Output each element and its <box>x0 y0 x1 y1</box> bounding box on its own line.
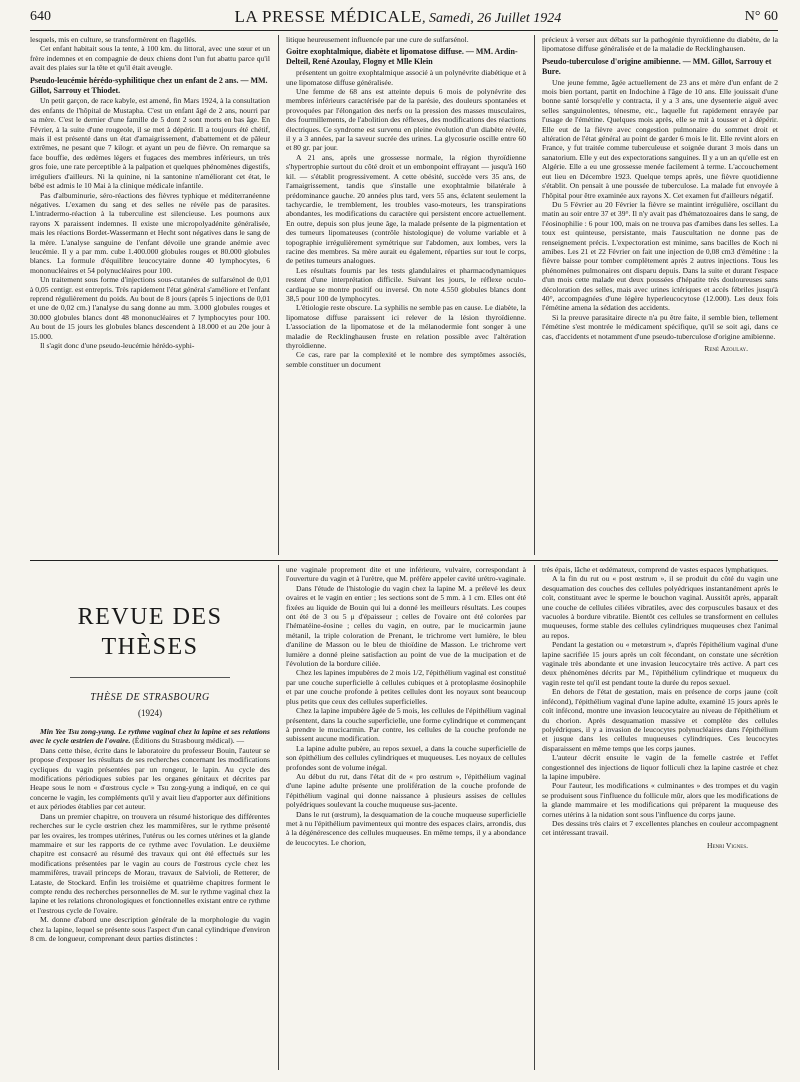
column-divider <box>278 35 279 555</box>
report-heading: Pseudo-leucémie hérédo-syphilitique chez un enfant de 2 ans. — MM. Gillot, Sarrouy et Thiodet. <box>30 75 268 95</box>
paragraph: En dehors de l'état de gestation, mais en présence de corps jaune (coït infécond), l'épithélium vaginal d'une lapine adulte, examiné 15 jours après le coït infécond, montre une invasion leucocytaire au niveau de l'épithélium et du chorion. Après desquamation massive et complète des cellules polyédriques, il y a invasion de leucocytes polynucléaires dans l'épithélium et jusque dans les cellules muqueuses cylindriques. Ces leucocytes disparaissent en même temps que les corps jaunes. <box>542 687 778 753</box>
top-column-1 <box>30 35 270 555</box>
section-rule <box>30 560 778 561</box>
paragraph: Une femme de 68 ans est atteinte depuis 6 mois de polynévrite des membres inférieurs caractérisée par de la parésie, des douleurs spontanées et provoquées par l'élongation des nerfs ou la pression des masses musculaires, des fourmillements, de l'abolition des réflexes, des modifications des réactions électriques. Ce syndrome est survenu en pleine évolution d'un diabète révélé, il y a 3 années, par la saveur sucrée des urines. La glycosurie oscille entre 60 et 80 gr. par jour. <box>286 87 526 153</box>
author-signature: Henri Vignes. <box>706 840 748 850</box>
paragraph: Pendant la gestation ou « metœstrum », d'après l'épithélium vaginal d'une lapine sacrifiée 15 jours après un coït fécondant, on constate une sécrétion vaginale très abondante et une invasion leucocytaire très active. A part ces deux phénomènes décrits par M., l'épithélium cylindrique et muqueux du vagin reste tel qu'il est pendant toute la durée du repos sexuel. <box>542 640 778 687</box>
report-heading: Pseudo-tuberculose d'origine amibienne. — MM. Gillot, Sarrouy et Bure. <box>542 56 772 76</box>
title-rule <box>70 677 230 678</box>
paragraph: très épais, lâche et œdémateux, comprend de vastes espaces lymphatiques. <box>542 565 769 574</box>
paragraph: Pas d'albuminurie, séro-réactions des fièvres typhique et méditerranéenne négatives. L'examen du sang et des selles ne révèle pas de parasites. L'intradermo-réaction à la tuberculine est silencieuse. Les poumons aux rayons X paraissent indemnes. Il existe une micropolyadénite généralisée, mais les réactions Bordet-Wassermann et Hecht sont négatives dans le sang de la mère. L'analyse sanguine de l'enfant dévoile une grande anémie avec leucémie. Il y a par mm. cube 1.400.000 globules rouges et 80.000 globules blancs. La formule d'équilibre leucocytaire donne 40 lymphocytes, 6 mononucléaires et 54 polynucléaires pour 100. <box>30 190 270 275</box>
paragraph: présentent un goitre exophtalmique associé à un polynévrite diabétique et à une lipomatose diffuse généralisée. <box>286 68 526 87</box>
author-signature: René Azoulay. <box>704 344 748 353</box>
paragraph: Ce cas, rare par la complexité et le nombre des symptômes associés, semble constituer un document <box>286 350 526 369</box>
paragraph: précieux à verser aux débats sur la pathogénie thyroïdienne du diabète, de la lipomatose diffuse généralisée et de la maladie de Recklinghausen. <box>542 35 778 54</box>
paragraph: Dans cette thèse, écrite dans le laboratoire du professeur Bouin, l'auteur se propose d'exposer les résultats de ses recherches concernant les modifications cycliques du vagin présentées par un rongeur, le lapin. Au cycle des modifications périodiques subies par les organes génitaux et décrites par Heape sous le nom « d'œstrous cycle » Tsu zong-yung a indiqué, en ce qui concerne le vagin, les compléments qu'il y avait lieu d'apporter aux définitions et aux périodes établies par cet auteur. <box>30 745 270 812</box>
paragraph: Du 5 Février au 20 Février la fièvre se maintint irrégulière, oscillant du matin au soir entre 37 et 39°. Il n'y avait pas d'hématozoaires dans le sang, de l'éosinophilie : 6 pour 100, mais on ne trouva pas d'amibes dans les selles. La toux est quinteuse, persistante, mais l'auscultation ne donne pas de renseignement précis. L'expectoration est minime, sans bacilles de Koch ni amibes. Les 21 et 22 Février on fait une injection de 0,08 cm3 d'émétine : la fièvre baisse pour tomber complètement après 2 autres injections. Tous les phénomènes pulmonaires ont disparu depuis. Dans la suite et durant l'espace d'un mois cette malade eut deux poussées d'hépatite très douloureuses sans décoloration des selles, mais avec urines ictériques et accès fébriles jusqu'à 40°, accompagnées d'une légère hyperleucocytose (12.000). Les deux fois l'émétine amena la sédation des accidents. <box>542 199 778 313</box>
section-title: REVUE DES THÈSES <box>77 604 223 660</box>
bottom-column-1 <box>30 565 270 1070</box>
paragraph: L'étiologie reste obscure. La syphilis ne semble pas en cause. Le diabète, la lipomatose diffuse paraissent ici relever de la lésion thyroïdienne. L'association de la lipomatose et de la mélanodermie font songer à une maladie de Recklinghausen fruste en relation possible avec l'altération thyroïdienne. <box>286 303 526 350</box>
paragraph: Chez la lapine impubère âgée de 5 mois, les cellules de l'épithélium vaginal présentent, dans la couche superficielle, une forme cylindrique et commençant à prendre le mucicarmin. Par contre, les cellules de la couche profonde ne subissent aucune modification. <box>286 706 526 744</box>
top-column-2 <box>286 35 526 555</box>
paragraph: Une jeune femme, âgée actuellement de 23 ans et mère d'un enfant de 2 mois bien portant, partit en Indochine à l'âge de 10 ans. Elle jouissait d'une bonne santé lorsqu'elle y contracta, il y a 3 ans, une dysenterie aiguë avec selles sanguinolentes, ténesme, etc., laquelle fut rapidement enrayée par l'usage de l'émétine. Quelques mois après, elle se mit à tousser et à dépérir. Elle eut de la fièvre avec congestion pulmonaire du sommet droit et altération de l'état général au point de garder 6 mois le lit. Elle revint alors en France, y fut traitée comme tuberculeuse et soignée durant 3 mois dans un sanatorium. Elle y eut des expectorations sanguines. Il y a un an qu'elle est en Algérie. Elle a eu une grossesse menée facilement à terme. L'accouchement eut lieu en Décembre 1923. Quelque temps après, une fièvre quotidienne s'établit. On pensait à une poussée de tuberculose. La malade fut envoyée à l'hôpital pour être examinée aux rayons X. Cet examen fut d'ailleurs négatif. <box>542 77 778 200</box>
report-heading: Goitre exophtalmique, diabète et lipomatose diffuse. — MM. Ardin-Delteil, René Azoulay, Flogny et Mlle Klein <box>286 47 518 67</box>
top-column-3 <box>542 35 778 555</box>
paragraph: Dans un premier chapitre, on trouvera un résumé historique des différentes recherches sur le cycle œstrien chez les mammifères, sur le rythme présenté par les ovaires, les trompes utérines, l'utérus ou les cornes utérines et la glande mammaire et sur les rapports de ce rythme avec l'ovulation. Le deuxième chapitre est consacré au résumé des travaux qui ont été effectués sur les modifications présentées par le vagin au cours de l'œstrous cycle chez les mammifères, travail princeps de Morau, travaux de Salvioli, de Retterer, de Lataste, de Stockard. Enfin les troisième et quatrième chapitres forment le compte rendu des recherches personnelles de M. sur le rythme vaginal chez la lapine et les relations chronologiques et fonctionnelles existant entre ce rythme et l'œstrous cycle de l'ovaire. <box>30 811 270 915</box>
paragraph: Dans le rut (œstrum), la desquamation de la couche muqueuse superficielle met à nu l'épithélium pavimenteux qui montre des espaces clairs, arrondis, dus à la dégénérescence des cellules muqueuses. En même temps, il y a abondance de leucocytes. Le chorion, <box>286 809 526 847</box>
page-header <box>30 6 778 28</box>
paragraph: litique heureusement influencée par une cure de sulfarsénol. <box>286 35 469 44</box>
paragraph: Cet enfant habitait sous la tente, à 100 km. du littoral, avec une sœur et un frère indemnes et en compagnie de deux chiens dont l'un fut abattu parce qu'il avait des plaies sur la tête et qu'il était aveugle. <box>30 44 270 73</box>
thesis-subtitle: THÈSE DE STRASBOURG <box>90 691 210 703</box>
paragraph: A 21 ans, après une grossesse normale, la région thyroïdienne s'hypertrophie surtout du côté droit et un embonpoint effrayant — jusqu'à 160 kil. — s'établit progressivement. A cette obésité, succède vers 35 ans, de l'amaigrissement, tandis que s'installe une exophtalmie bilatérale à prédominance gauche. 20 années plus tard, vers 55 ans, éclatent seulement la tachycardie, le tremblement, les troubles vaso-moteurs, les transpirations abondantes, les modifications du caractère qui persistent encore actuellement. En outre, depuis son plus jeune âge, la malade présente de la pigmentation et des tumeurs lipomateuses (contrôle histologique) de volume variable et à topographie irrégulièrement symétrique sur l'abdomen, aux lombes, vers la racine des membres. Sa mère aurait eu également, réparties sur tout le corps, de petites tumeurs analogues. <box>286 152 526 266</box>
issue-date: , Samedi, 26 Juillet 1924 <box>422 11 562 26</box>
paragraph: M. donne d'abord une description générale de la morphologie du vagin chez la lapine, lequel se présente sous l'aspect d'un canal cylindrique d'environ 8 cm. de longueur, comprenant deux parties distinctes : <box>30 915 270 943</box>
column-divider <box>278 565 279 1070</box>
thesis-edition: (Éditions du Strasbourg médical). — <box>132 736 245 746</box>
bottom-column-3 <box>542 565 778 1070</box>
paragraph: L'auteur décrit ensuite le vagin de la femelle castrée et l'effet congestionnel des injections de liquor folliculi chez la lapine castrée et chez la lapine impubère. <box>542 753 778 781</box>
column-divider <box>534 565 535 1070</box>
paragraph: lesquels, mis en culture, se transformèrent en flagellés. <box>30 35 197 44</box>
paragraph: Pour l'auteur, les modifications « culminantes » des trompes et du vagin se produisent sous l'influence du follicule mûr, alors que les modifications de la glande mammaire et les modifications qui préparent la muqueuse des cornes utérins à la nidation sont sous l'influence du corps jaune. <box>542 781 778 819</box>
column-divider <box>534 35 535 555</box>
journal-title: LA PRESSE MÉDICALE <box>234 7 423 26</box>
paragraph: Un traitement sous forme d'injections sous-cutanées de sulfarsénol de 0,01 à 0,05 centigr. est entrepris. Très rapidement l'état général s'améliore et l'enfant reprend régulièrement du poids. Au bout de 8 jours (après 5 injections de 0,01 et une de 0,02 cm.) l'analyse du sang donne au mm. 3.000 globules rouges et 30.000 globules blancs dont 48 mononucléaires et 7 lymphocytes pour 100. Au bout de 15 jours les globules blancs descendent à 18.000 et au 20e jour à 15.000. <box>30 275 270 341</box>
paragraph: Chez les lapines impubères de 2 mois 1/2, l'épithélium vaginal est constitué par une couche superficielle à cellules cubiques et à protoplasme éosinophile et par une couche profonde à petites cellules dont les noyaux sont beaucoup plus petits que ceux des cellules superficielles. <box>286 668 526 706</box>
header-rule <box>30 30 778 31</box>
bottom-column-2 <box>286 565 526 1070</box>
paragraph: Des dessins très clairs et 7 excellentes planches en couleur accompagnent cet intéressant travail. <box>542 818 778 838</box>
paragraph: La lapine adulte pubère, au repos sexuel, a dans la couche superficielle de son épithélium des cellules cylindriques et muqueuses. Les noyaux de cellules profondes sont de volume inégal. <box>286 743 526 772</box>
masthead <box>235 7 562 27</box>
thesis-year: (1924) <box>138 707 162 718</box>
thesis-heading: Min Yee Tsu zong-yung. Le rythme vaginal chez la lapine et ses relations avec le cycle œstrien de l'ovaire. <box>30 727 270 746</box>
issue-number: N° 60 <box>744 9 778 24</box>
page-number: 640 <box>30 9 51 24</box>
paragraph: Si la preuve parasitaire directe n'a pu être faite, il semble bien, tellement l'émétine s'est montrée le médicament spécifique, qu'il se soit agi, dans ce cas, d'accidents et notamment d'une pseudo-tuberculose d'origine amibienne. <box>542 312 778 341</box>
paragraph: Il s'agit donc d'une pseudo-leucémie hérédo-syphi- <box>40 341 195 350</box>
paragraph: A la fin du rut ou « post œstrum », il se produit du côté du vagin une desquamation des couches des cellules polyédriques instantanément après le coït, constituant avec le sperme le bouchon vaginal. Aussitôt après, apparaît une couche de cellules ciliées vibratiles, avec des corpuscules basaux et des vacuoles à bordure vibratile. Bientôt ces cellules se transforment en cellules muqueuses, forme stable des cellules cylindriques muqueuses chez l'animal au repos. <box>542 574 778 640</box>
paragraph: Dans l'étude de l'histologie du vagin chez la lapine M. a prélevé les deux ovaires et le vagin en entier ; les sections sont de 5 mm. à 1 cm. Elles ont été fixées au liquide de Bouin qui lui a donné les meilleurs résultats. Les coupes ont été de 3 ou 5 μ d'épaisseur ; celles de l'ovaire ont été colorées par l'hématéine-éosine ; celles du vagin, en outre, par le mucicarmin jaune métanil, la triple coloration de Prenant, le trichrome vert lumière, le bleu d'aniline de Masson ou le bleu de thioïdine de Masson. Le trichrome vert lumière a donné pleine satisfaction au point de vue de la mucipation et de l'évolution de la bordure ciliée. <box>286 583 526 669</box>
paragraph: Au début du rut, dans l'état dit de « pro œstrum », l'épithélium vaginal d'une lapine adulte présente une prolifération de la couche profonde de l'épithélium vaginal qui donne naissance à plusieurs assises de cellules polyédriques soulevant la couche muqueuse sus-jacente. <box>286 771 526 810</box>
paragraph: une vaginale proprement dite et une inférieure, vulvaire, correspondant à l'ouverture du vagin et à l'urètre, que M. préfère appeler cavité urétro-vaginale. <box>286 565 526 584</box>
paragraph: Un petit garçon, de race kabyle, est amené, fin Mars 1924, à la consultation des enfants de l'hôpital de Mustapha. C'est un enfant âgé de 2 ans, nourri par sa mère. C'est le dernier d'une famille de 5 dont 2 sont morts en bas âge. En Février, à la suite d'une rougeole, il se met à dépérir. Il a toujours été chétif, mais il est présenté dans un état d'amaigrissement, d'abattement et de pâleur extrêmes, ne pesant que 7 kilogr. et ayant un peu de fièvre. On remarque sa face bouffie, des œdèmes légers et fugaces des membres inférieurs, un très gros foie, une rate perceptible à la palpation et quelques phénomènes digestifs, irréguliers d'ailleurs. Ni la quinine, ni la santonine n'améliorant cet état, le bébé est admis le 10 Mai à la clinique médicale infantile. <box>30 96 270 191</box>
paragraph: Les résultats fournis par les tests glandulaires et pharmacodynamiques restent d'une interprétation difficile. Suivant les jours, le réflexe oculo-cardiaque se montre positif ou inversé. On note 4.550 globules blancs dont 38,5 pour 100 de lymphocytes. <box>286 265 526 303</box>
